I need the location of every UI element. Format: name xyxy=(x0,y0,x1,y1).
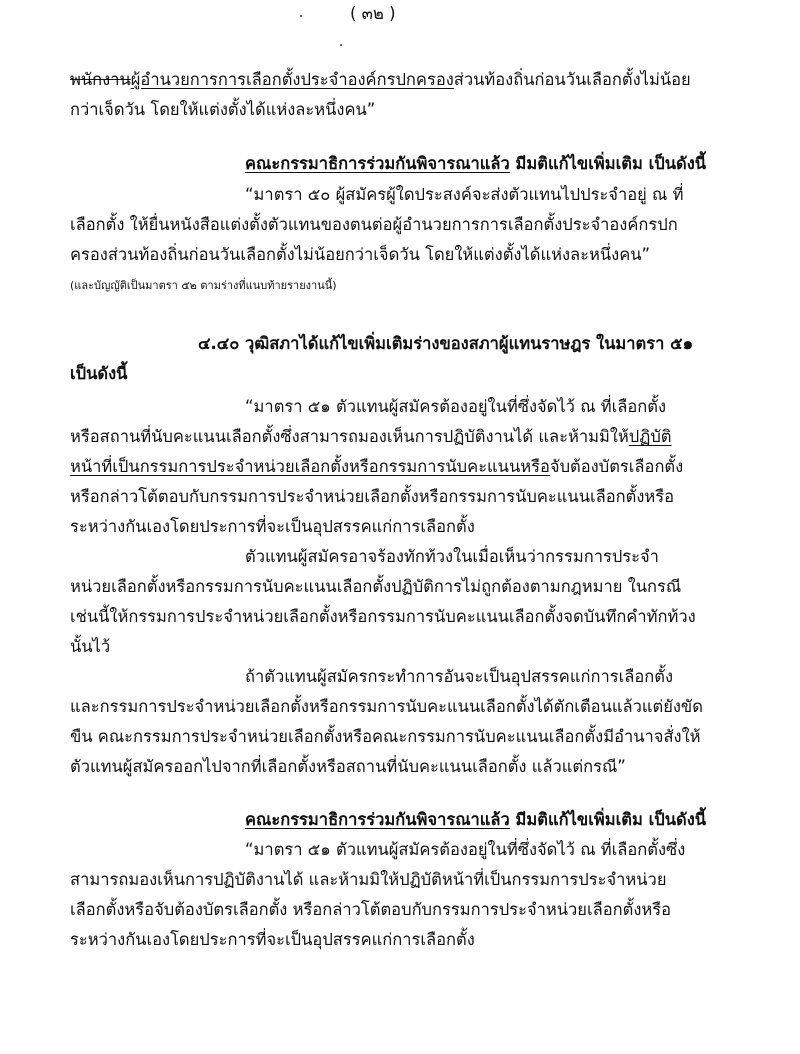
paragraph-4-line-3: เช่นนี้ให้กรรมการประจำหน่วยเลือกตั้งหรือกรรมการนับคะแนนเลือกตั้งจดบันทึกคำทักท้วง xyxy=(70,607,696,626)
paragraph-3-line-5: ระหว่างกันเองโดยประการที่จะเป็นอุปสรรคแก่การเลือกตั้ง xyxy=(70,517,475,536)
paragraph-4-line-1: ตัวแทนผู้สมัครอาจร้องทักท้วงในเมื่อเห็นว่ากรรมการประจำ xyxy=(245,547,659,566)
body-text: หรือสถานที่นับคะแนนเลือกตั้งซึ่งสามารถมองเห็นการปฏิบัติงานได้ และห้ามมิให้ xyxy=(70,427,629,446)
paragraph-3-line-3 xyxy=(70,455,683,479)
paragraph-6-line-2: สามารถมองเห็นการปฏิบัติงานได้ และห้ามมิให้ปฏิบัติหน้าที่เป็นกรรมการประจำหน่วย xyxy=(70,870,667,889)
underlined-heading: คณะกรรมาธิการร่วมกันพิจารณาแล้ว xyxy=(245,810,510,829)
struck-text: พนักงาน xyxy=(70,70,131,89)
body-text: ส่วนท้องถิ่นก่อนวันเลือกตั้งไม่น้อย xyxy=(453,70,691,89)
paragraph-5-line-2: และกรรมการประจำหน่วยเลือกตั้งหรือกรรมการนับคะแนนเลือกตั้งได้ตักเตือนแล้วแต่ยังขัด xyxy=(70,697,703,716)
paragraph-2-line-3: ครองส่วนท้องถิ่นก่อนวันเลือกตั้งไม่น้อยกว่าเจ็ดวัน โดยให้แต่งตั้งได้แห่งละหนึ่งคน” xyxy=(70,245,651,264)
paragraph-6-line-4: ระหว่างกันเองโดยประการที่จะเป็นอุปสรรคแก่การเลือกตั้ง xyxy=(70,930,475,949)
paragraph-3-line-1: “มาตรา ๕๑ ตัวแทนผู้สมัครต้องอยู่ในที่ซึ่งจัดไว้ ณ ที่เลือกตั้ง xyxy=(245,397,667,416)
committee-heading-2 xyxy=(245,808,706,832)
body-text: จับต้องบัตรเลือกตั้ง xyxy=(549,457,684,476)
scan-speck xyxy=(340,44,342,46)
paragraph-2-line-2: เลือกตั้ง ให้ยื่นหนังสือแต่งตั้งตัวแทนของตนต่อผู้อำนวยการการเลือกตั้งประจำองค์กรปก xyxy=(70,215,678,234)
paragraph-2-line-1: “มาตรา ๕๐ ผู้สมัครผู้ใดประสงค์จะส่งตัวแทนไปประจำอยู่ ณ ที่ xyxy=(245,185,684,204)
paragraph-5-line-4: ตัวแทนผู้สมัครออกไปจากที่เลือกตั้งหรือสถานที่นับคะแนนเลือกตั้ง แล้วแต่กรณี” xyxy=(70,757,626,776)
underlined-text: หน้าที่เป็นกรรมการประจำหน่วยเลือกตั้งหรือกรรมการนับคะแนนหรือ xyxy=(70,457,550,476)
paragraph-6-line-1: “มาตรา ๕๑ ตัวแทนผู้สมัครต้องอยู่ในที่ซึ่งจัดไว้ ณ ที่เลือกตั้งซึ่ง xyxy=(245,840,686,859)
footnote: (และบัญญัติเป็นมาตรา ๕๒ ตามร่างที่แนบท้ายรายงานนี้) xyxy=(70,279,337,292)
underlined-text: ผู้อำนวยการการเลือกตั้งประจำองค์กรปกครอง xyxy=(130,70,454,89)
section-heading-4-40: ๔.๔๐ วุฒิสภาได้แก้ไขเพิ่มเติมร่างของสภาผู้แทนราษฎร ในมาตรา ๕๑ xyxy=(198,334,694,353)
page-number: ( ๓๒ ) xyxy=(350,4,396,23)
heading-text: มีมติแก้ไขเพิ่มเติม เป็นดังนี้ xyxy=(509,810,707,829)
committee-heading-1 xyxy=(245,152,706,176)
paragraph-6-line-3: เลือกตั้งหรือจับต้องบัตรเลือกตั้ง หรือกล่าวโต้ตอบกับกรรมการประจำหน่วยเลือกตั้งหรือ xyxy=(70,900,672,919)
paragraph-4-line-2: หน่วยเลือกตั้งหรือกรรมการนับคะแนนเลือกตั้งปฏิบัติการไม่ถูกต้องตามกฎหมาย ในกรณี xyxy=(70,577,682,596)
paragraph-4-line-4: นั้นไว้ xyxy=(70,637,111,656)
underlined-heading: คณะกรรมาธิการร่วมกันพิจารณาแล้ว xyxy=(245,154,510,173)
section-heading-continuation: เป็นดังนี้ xyxy=(70,364,128,383)
heading-text: มีมติแก้ไขเพิ่มเติม เป็นดังนี้ xyxy=(509,154,707,173)
paragraph-5-line-1: ถ้าตัวแทนผู้สมัครกระทำการอันจะเป็นอุปสรรคแก่การเลือกตั้ง xyxy=(245,667,674,686)
paragraph-1-line-1 xyxy=(70,68,691,92)
paragraph-3-line-4: หรือกล่าวโต้ตอบกับกรรมการประจำหน่วยเลือกตั้งหรือกรรมการนับคะแนนเลือกตั้งหรือ xyxy=(70,487,675,506)
paragraph-5-line-3: ขืน คณะกรรมการประจำหน่วยเลือกตั้งหรือคณะกรรมการนับคะแนนเลือกตั้งมีอำนาจสั่งให้ xyxy=(70,727,701,746)
scan-speck xyxy=(300,15,302,17)
paragraph-3-line-2 xyxy=(70,425,672,449)
paragraph-1-line-2: กว่าเจ็ดวัน โดยให้แต่งตั้งได้แห่งละหนึ่งคน” xyxy=(70,100,376,119)
underlined-text: ปฏิบัติ xyxy=(628,427,672,446)
